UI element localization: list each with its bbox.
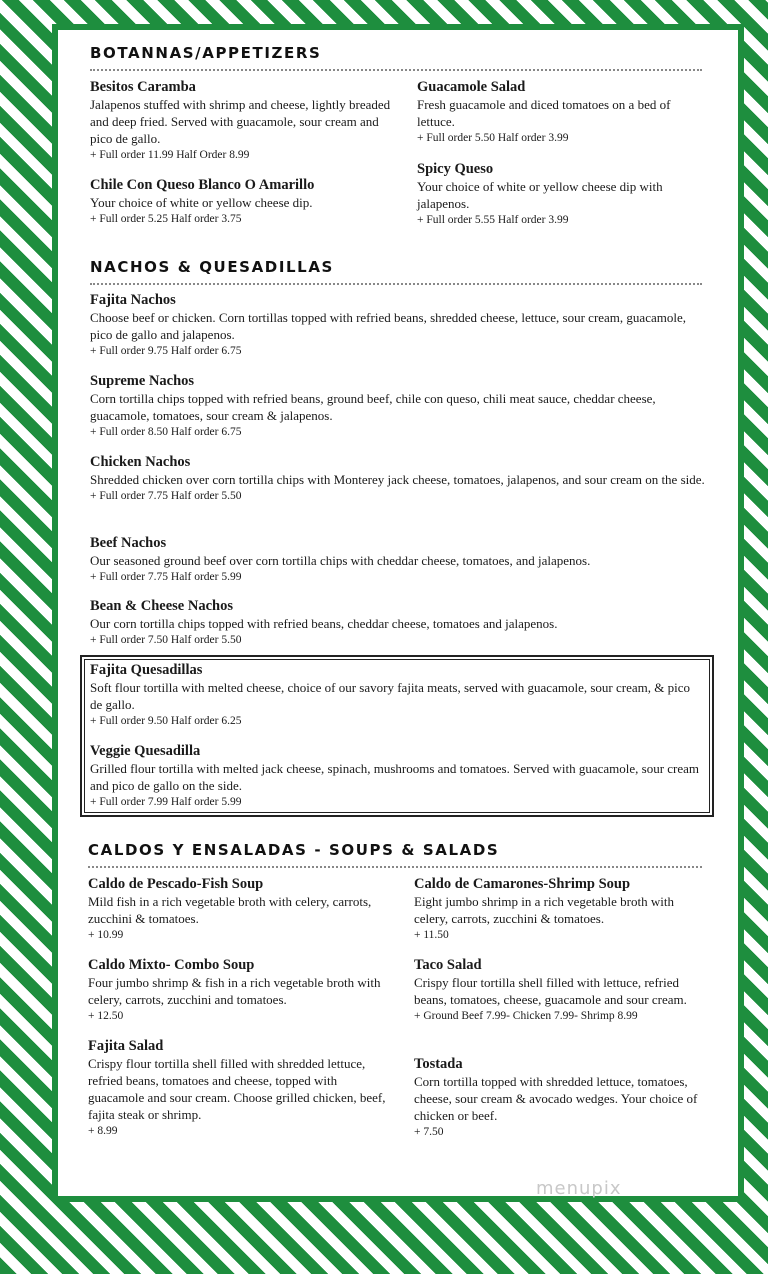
item-name: Caldo de Pescado-Fish Soup — [88, 876, 264, 892]
item-name: Caldo Mixto- Combo Soup — [88, 957, 255, 973]
menu-item — [90, 177, 395, 227]
item-price: + Full order 8.50 Half order 6.75 — [90, 426, 242, 438]
item-price: + Full order 7.99 Half order 5.99 — [90, 796, 242, 808]
item-desc: Our seasoned ground beef over corn tortilla chips with cheddar cheese, tomatoes, and jalapenos. — [90, 553, 591, 568]
item-name: Taco Salad — [414, 957, 482, 973]
item-price: + Ground Beef 7.99- Chicken 7.99- Shrimp 8.99 — [414, 1010, 638, 1022]
watermark: menupix — [536, 1178, 622, 1199]
item-name: Supreme Nachos — [90, 373, 195, 389]
item-desc: Choose beef or chicken. Corn tortillas topped with refried beans, shredded cheese, lettuce, sour cream, guacamole, pico de gallo and jalapenos. — [90, 310, 686, 342]
item-price: + 11.50 — [414, 929, 449, 941]
item-desc: Your choice of white or yellow cheese dip with jalapenos. — [417, 179, 663, 211]
menu-item — [90, 79, 395, 163]
item-name: Bean & Cheese Nachos — [90, 598, 233, 614]
menu-item — [90, 373, 705, 440]
menu-item — [88, 957, 388, 1024]
item-name: Chile Con Queso Blanco O Amarillo — [90, 177, 315, 193]
item-desc: Your choice of white or yellow cheese dip. — [90, 195, 313, 210]
item-price: + 12.50 — [88, 1010, 124, 1022]
divider — [90, 69, 702, 71]
item-name: Fajita Quesadillas — [90, 662, 203, 678]
item-price: + Full order 5.25 Half order 3.75 — [90, 213, 242, 225]
menu-item — [90, 743, 700, 810]
section-title-nachos: NACHOS & QUESADILLAS — [90, 258, 334, 276]
menu-item — [414, 876, 704, 943]
item-price: + Full order 9.50 Half order 6.25 — [90, 715, 242, 727]
item-name: Chicken Nachos — [90, 454, 191, 470]
item-name: Fajita Nachos — [90, 292, 176, 308]
item-desc: Corn tortilla topped with shredded lettuce, tomatoes, cheese, sour cream & avocado wedges. Your choice of chicken or beef. — [414, 1074, 698, 1123]
item-price: + Full order 5.55 Half order 3.99 — [417, 214, 569, 226]
item-name: Veggie Quesadilla — [90, 743, 201, 759]
menu-item — [90, 292, 705, 359]
item-desc: Four jumbo shrimp & fish in a rich vegetable broth with celery, carrots, zucchini and tomatoes. — [88, 975, 381, 1007]
item-price: + Full order 5.50 Half order 3.99 — [417, 132, 569, 144]
section-title-appetizers: BOTANNAS/APPETIZERS — [90, 44, 322, 62]
menu-item — [90, 598, 705, 648]
section-title-soups: CALDOS Y ENSALADAS - SOUPS & SALADS — [88, 841, 500, 859]
item-desc: Mild fish in a rich vegetable broth with celery, carrots, zucchini & tomatoes. — [88, 894, 372, 926]
item-desc: Grilled flour tortilla with melted jack cheese, spinach, mushrooms and tomatoes. Served with guacamole, sour cream and pico de gallo on the side. — [90, 761, 700, 793]
item-price: + 8.99 — [88, 1125, 118, 1137]
item-desc: Eight jumbo shrimp in a rich vegetable broth with celery, carrots, zucchini & tomatoes. — [414, 894, 674, 926]
item-name: Guacamole Salad — [417, 79, 526, 95]
menu-item — [414, 1056, 704, 1140]
menu-item — [417, 79, 707, 146]
item-price: + Full order 7.50 Half order 5.50 — [90, 634, 242, 646]
item-price: + Full order 7.75 Half order 5.50 — [90, 490, 242, 502]
divider — [90, 283, 702, 285]
item-price: + Full order 11.99 Half Order 8.99 — [90, 149, 250, 161]
menu-item — [90, 662, 700, 729]
item-desc: Crispy flour tortilla shell filled with lettuce, refried beans, tomatoes, cheese, guacamole and sour cream. — [414, 975, 687, 1007]
item-price: + 7.50 — [414, 1126, 444, 1138]
item-name: Spicy Queso — [417, 161, 494, 177]
item-price: + Full order 9.75 Half order 6.75 — [90, 345, 242, 357]
menu-item — [414, 957, 704, 1024]
item-name: Besitos Caramba — [90, 79, 196, 95]
item-desc: Shredded chicken over corn tortilla chips with Monterey jack cheese, tomatoes, jalapenos, and sour cream on the side. — [90, 472, 705, 487]
item-desc: Our corn tortilla chips topped with refried beans, cheddar cheese, tomatoes and jalapenos. — [90, 616, 558, 631]
item-desc: Soft flour tortilla with melted cheese, choice of our savory fajita meats, served with guacamole, sour cream, & pico de gallo. — [90, 680, 690, 712]
item-price: + 10.99 — [88, 929, 124, 941]
item-name: Tostada — [414, 1056, 463, 1072]
divider — [88, 866, 702, 868]
item-desc: Jalapenos stuffed with shrimp and cheese, lightly breaded and deep fried. Served with guacamole, sour cream and pico de gallo. — [90, 97, 391, 146]
item-name: Beef Nachos — [90, 535, 167, 551]
item-desc: Crispy flour tortilla shell filled with shredded lettuce, refried beans, tomatoes and cheese, topped with guacamole and sour cream. Choose grilled chicken, beef, fajita steak or shrimp. — [88, 1056, 386, 1122]
item-name: Fajita Salad — [88, 1038, 164, 1054]
menu-item — [88, 1038, 388, 1139]
item-desc: Fresh guacamole and diced tomatoes on a bed of lettuce. — [417, 97, 671, 129]
item-desc: Corn tortilla chips topped with refried beans, ground beef, chile con queso, chili meat sauce, cheddar cheese, guacamole, tomatoes, sour cream & jalapenos. — [90, 391, 656, 423]
menu-item — [90, 454, 705, 504]
menu-item — [90, 535, 705, 585]
menu-item — [88, 876, 388, 943]
item-price: + Full order 7.75 Half order 5.99 — [90, 571, 242, 583]
item-name: Caldo de Camarones-Shrimp Soup — [414, 876, 631, 892]
menu-item — [417, 161, 707, 228]
